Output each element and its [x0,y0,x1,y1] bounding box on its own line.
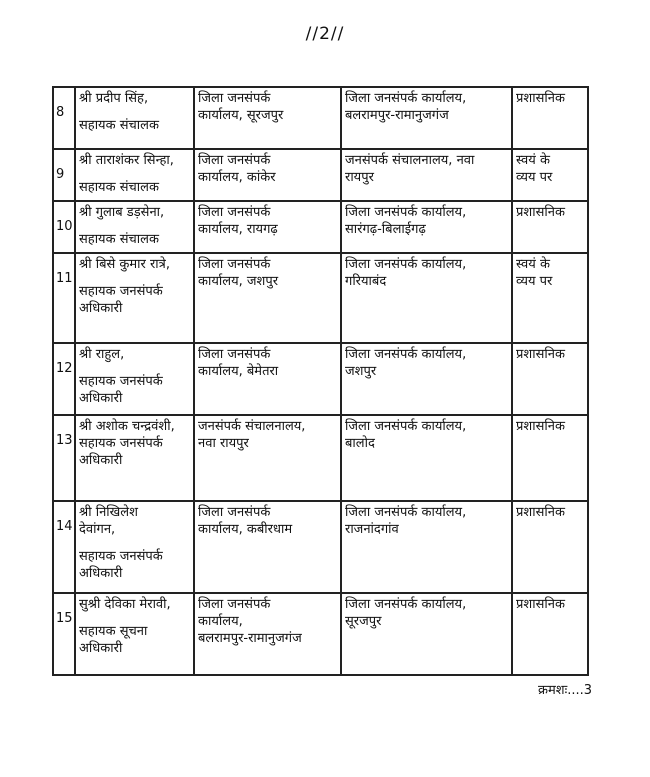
current-posting-line: जिला जनसंपर्क [198,91,271,106]
new-posting-line: रायपुर [345,170,374,185]
current-posting-cell [194,201,341,253]
employee-name-line: सहायक जनसंपर्क [79,436,163,451]
current-posting-cell [194,87,341,149]
transfer-reason-line: व्यय पर [516,170,553,185]
current-posting-line: जिला जनसंपर्क [198,597,271,612]
new-posting-line: जिला जनसंपर्क कार्यालय, [345,91,467,106]
employee-name-line: अधिकारी [79,641,123,656]
serial-number: 8 [53,87,75,149]
serial-number: 9 [53,149,75,201]
employee-name-line: सुश्री देविका मेरावी, [79,597,171,612]
transfer-reason-cell [512,415,588,501]
current-posting-cell [194,593,341,675]
current-posting-cell [194,343,341,415]
serial-number: 14 [53,501,75,593]
current-posting-line: बलरामपुर-रामानुजगंज [198,631,302,646]
transfer-reason-line: प्रशासनिक [516,505,565,520]
serial-number: 12 [53,343,75,415]
new-posting-cell [341,593,512,675]
current-posting-line: कार्यालय, बेमेतरा [198,364,279,379]
table-row [53,87,588,149]
transfer-reason-line: प्रशासनिक [516,91,565,106]
employee-name-line: श्री निखिलेश [79,505,138,520]
transfer-reason-line: प्रशासनिक [516,347,565,362]
new-posting-line: जिला जनसंपर्क कार्यालय, [345,347,467,362]
table-row [53,149,588,201]
new-posting-cell [341,501,512,593]
new-posting-cell [341,149,512,201]
employee-name-line: अधिकारी [79,453,123,468]
transfer-reason-cell [512,87,588,149]
employee-name-line: सहायक जनसंपर्क [79,374,163,389]
serial-number: 11 [53,253,75,343]
current-posting-line: जिला जनसंपर्क [198,505,271,520]
current-posting-line: जिला जनसंपर्क [198,257,271,272]
new-posting-line: जिला जनसंपर्क कार्यालय, [345,257,467,272]
employee-name-cell [75,201,194,253]
transfer-reason-cell [512,343,588,415]
new-posting-line: बलरामपुर-रामानुजगंज [345,108,449,123]
current-posting-cell [194,149,341,201]
new-posting-line: राजनांदगांव [345,522,399,537]
employee-name-cell [75,593,194,675]
transfer-reason-cell [512,149,588,201]
new-posting-line: जिला जनसंपर्क कार्यालय, [345,419,467,434]
transfer-reason-cell [512,201,588,253]
current-posting-line: जिला जनसंपर्क [198,347,271,362]
employee-name-cell [75,415,194,501]
current-posting-cell [194,253,341,343]
new-posting-line: गरियाबंद [345,274,387,289]
new-posting-line: जिला जनसंपर्क कार्यालय, [345,205,467,220]
new-posting-line: जिला जनसंपर्क कार्यालय, [345,505,467,520]
employee-name-line: श्री गुलाब डड़सेना, [79,205,165,220]
employee-name-line: सहायक संचालक [79,180,159,195]
employee-name-line: सहायक संचालक [79,232,159,247]
current-posting-cell [194,415,341,501]
employee-name-line: श्री राहुल, [79,347,125,362]
new-posting-line: जनसंपर्क संचालनालय, नवा [345,153,475,168]
transfer-reason-line: स्वयं के [516,153,550,168]
serial-number: 10 [53,201,75,253]
current-posting-line: कार्यालय, रायगढ़ [198,222,278,237]
serial-number: 13 [53,415,75,501]
transfer-reason-line: प्रशासनिक [516,597,565,612]
new-posting-cell [341,343,512,415]
employee-name-line: अधिकारी [79,566,123,581]
table-row [53,253,588,343]
transfer-reason-cell [512,253,588,343]
table-row [53,201,588,253]
transfer-reason-line: प्रशासनिक [516,419,565,434]
current-posting-line: कार्यालय, जशपुर [198,274,279,289]
new-posting-cell [341,253,512,343]
new-posting-line: जशपुर [345,364,377,379]
employee-name-cell [75,87,194,149]
employee-name-cell [75,253,194,343]
employee-name-line: श्री ताराशंकर सिन्हा, [79,153,174,168]
transfer-reason-cell [512,501,588,593]
current-posting-line: कार्यालय, [198,614,243,629]
current-posting-line: जिला जनसंपर्क [198,205,271,220]
current-posting-cell [194,501,341,593]
new-posting-line: बालोद [345,436,375,451]
current-posting-line: कार्यालय, सूरजपुर [198,108,284,123]
new-posting-line: सारंगढ़-बिलाईगढ़ [345,222,426,237]
transfer-reason-line: व्यय पर [516,274,553,289]
employee-name-line: देवांगन, [79,522,116,537]
new-posting-cell [341,415,512,501]
current-posting-line: कार्यालय, कांकेर [198,170,276,185]
table-row [53,415,588,501]
continuation-note: क्रमशः....3 [538,683,593,698]
transfer-reason-line: प्रशासनिक [516,205,565,220]
new-posting-line: सूरजपुर [345,614,382,629]
current-posting-line: जिला जनसंपर्क [198,153,271,168]
page-number: //2// [305,24,345,44]
table-row [53,593,588,675]
table-row [53,501,588,593]
employee-name-line: सहायक सूचना [79,624,148,639]
current-posting-line: जनसंपर्क संचालनालय, [198,419,306,434]
employee-name-line: सहायक जनसंपर्क [79,284,163,299]
employee-name-line: श्री बिसे कुमार रात्रे, [79,257,170,272]
table-row [53,343,588,415]
transfer-table [52,86,589,676]
employee-name-line: अधिकारी [79,391,123,406]
employee-name-line: अधिकारी [79,301,123,316]
employee-name-line: सहायक संचालक [79,118,159,133]
current-posting-line: नवा रायपुर [198,436,249,451]
current-posting-line: कार्यालय, कबीरधाम [198,522,293,537]
employee-name-line: श्री प्रदीप सिंह, [79,91,149,106]
transfer-reason-line: स्वयं के [516,257,550,272]
new-posting-line: जिला जनसंपर्क कार्यालय, [345,597,467,612]
transfer-reason-cell [512,593,588,675]
employee-name-line: सहायक जनसंपर्क [79,549,163,564]
employee-name-cell [75,343,194,415]
new-posting-cell [341,87,512,149]
employee-name-line: श्री अशोक चन्द्रवंशी, [79,419,175,434]
new-posting-cell [341,201,512,253]
employee-name-cell [75,149,194,201]
employee-name-cell [75,501,194,593]
serial-number: 15 [53,593,75,675]
